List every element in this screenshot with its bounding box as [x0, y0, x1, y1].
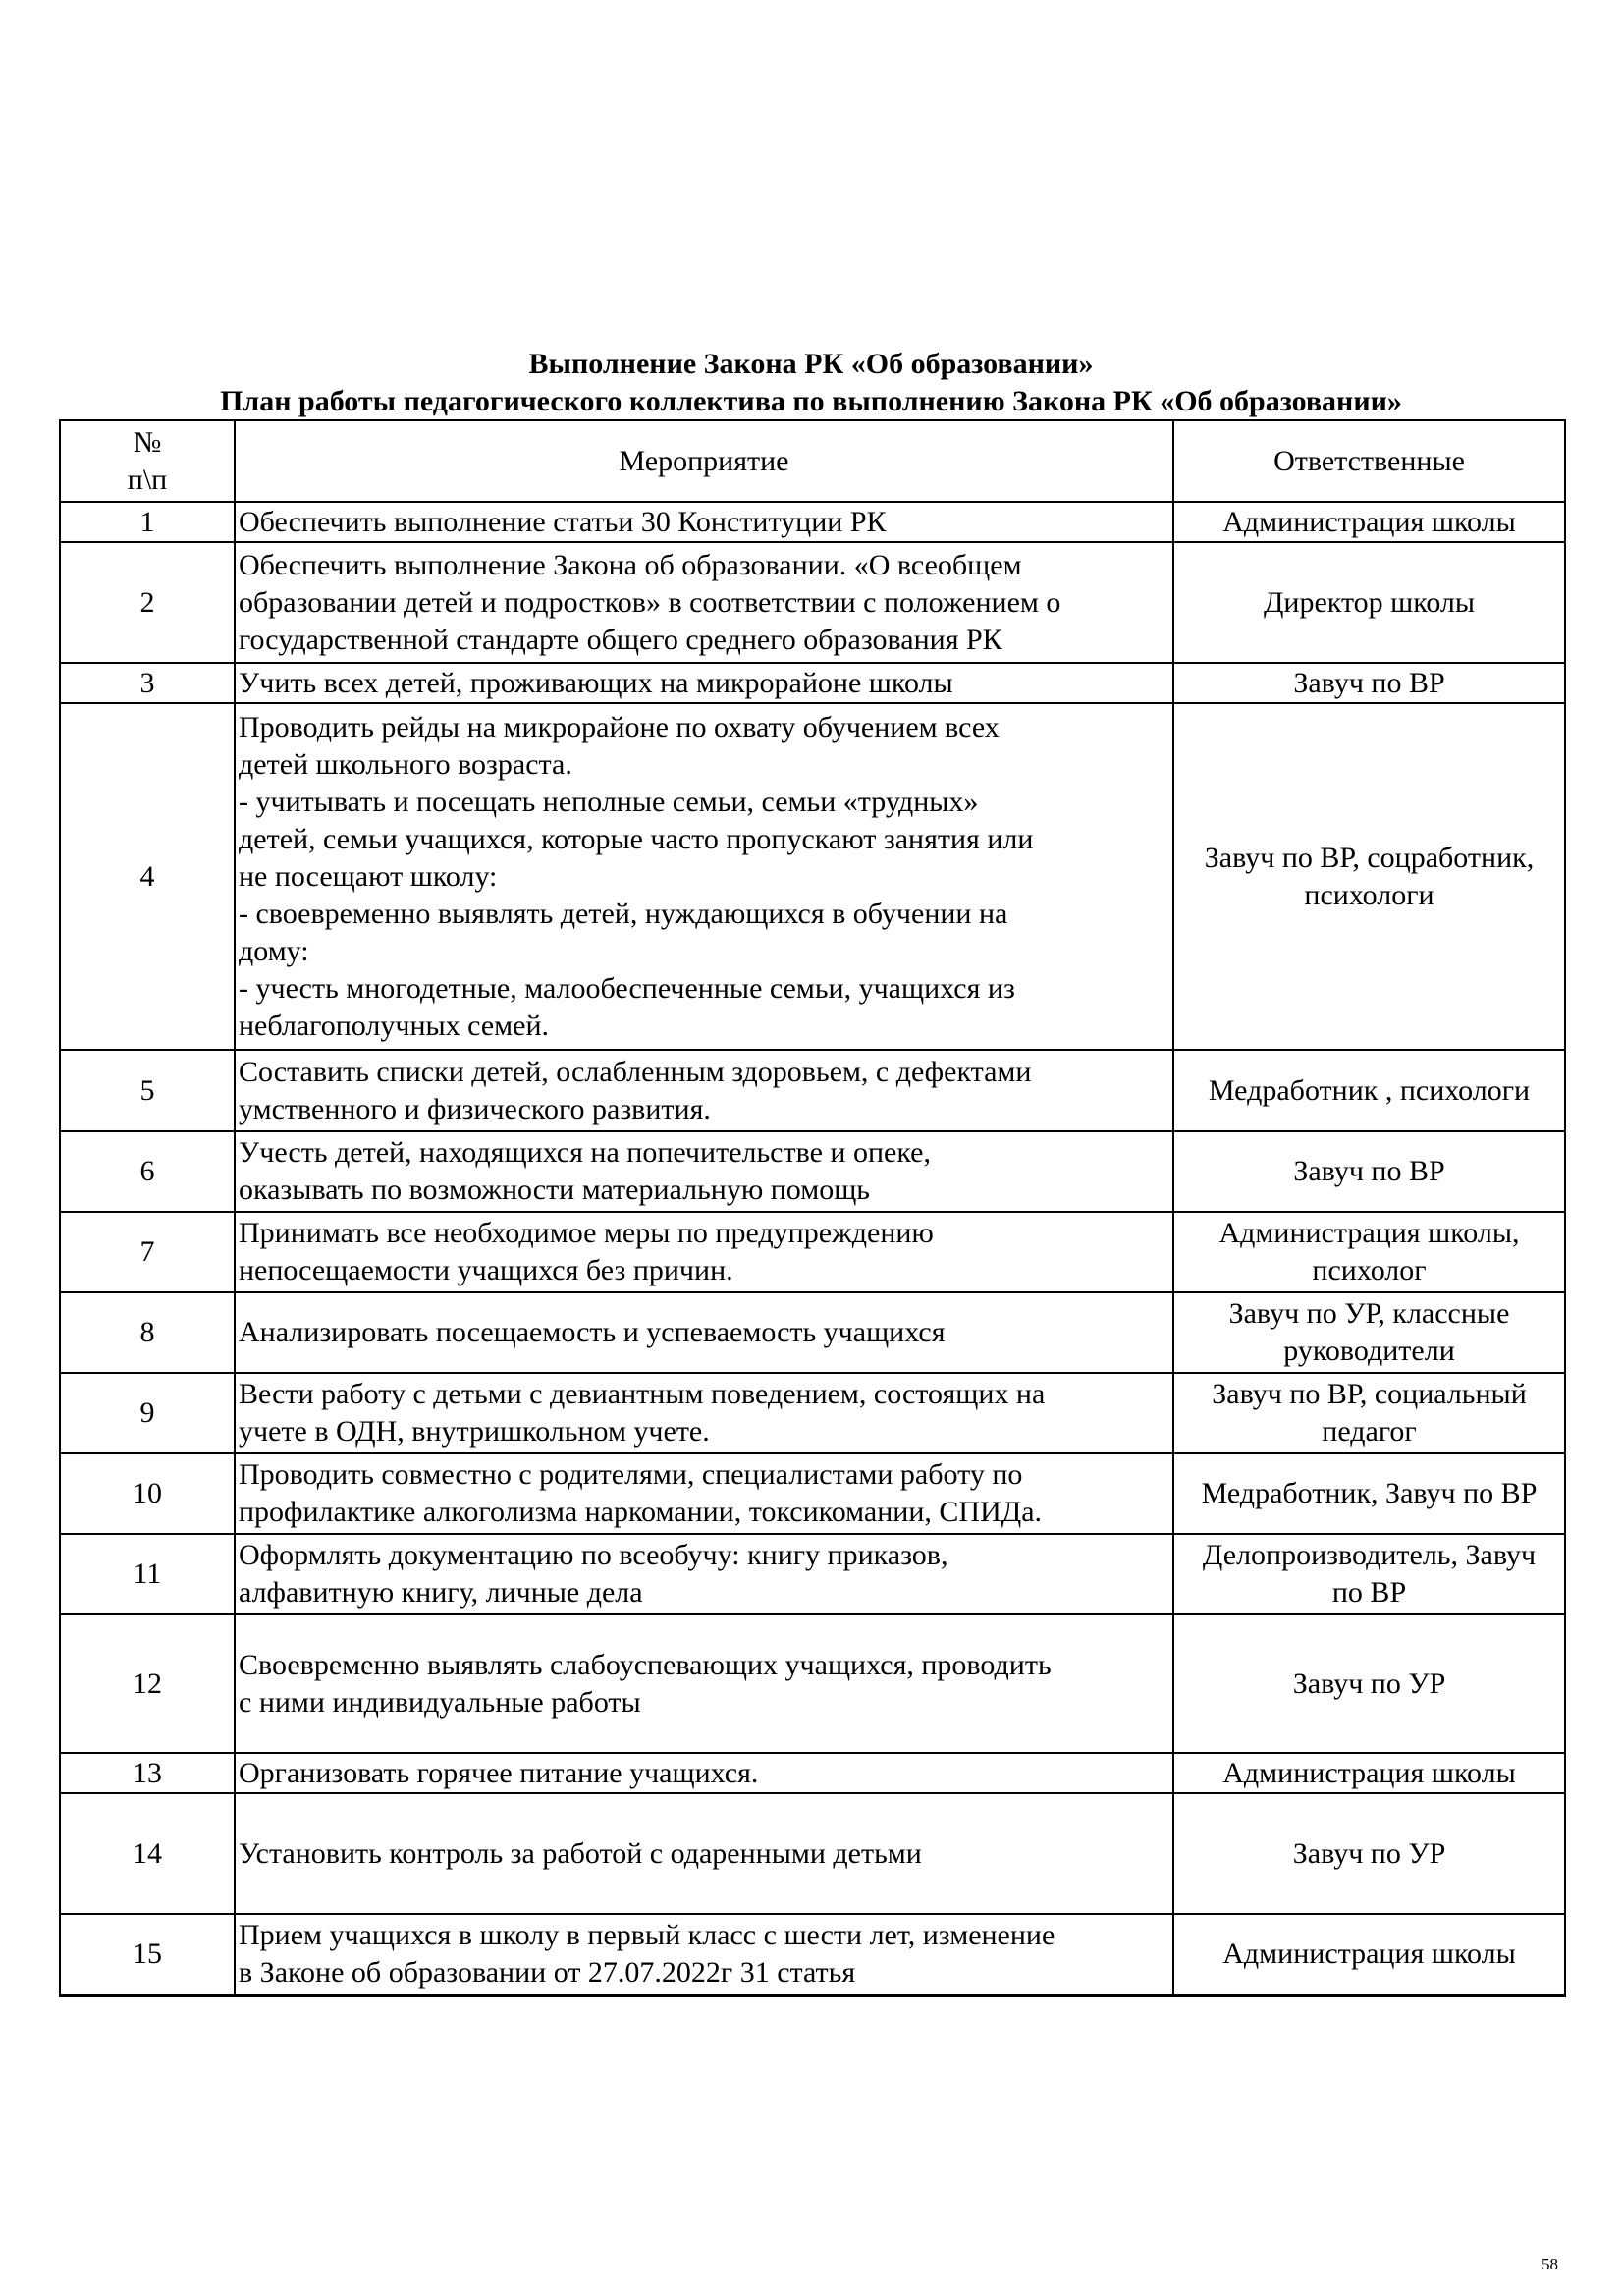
- responsible-line: Завуч по УР: [1292, 1667, 1446, 1700]
- header-num: [60, 420, 235, 502]
- row-event: [235, 542, 1173, 663]
- row-number: 5: [60, 1050, 235, 1131]
- event-line: Проводить рейды на микрорайоне по охвату обучением всех: [239, 710, 1000, 743]
- event-line: умственного и физического развития.: [239, 1092, 711, 1125]
- event-line: Оформлять документацию по всеобучу: книгу приказов,: [239, 1539, 948, 1571]
- table-row: [60, 703, 1565, 1050]
- event-line: в Законе об образовании от 27.07.2022г 31 статья: [239, 1956, 856, 1989]
- row-event: [235, 1373, 1173, 1453]
- row-number: 2: [60, 542, 235, 663]
- event-line: учете в ОДН, внутришкольном учете.: [239, 1415, 710, 1448]
- event-line: Своевременно выявлять слабоуспевающих учащихся, проводить: [239, 1648, 1052, 1681]
- row-event: [235, 1614, 1173, 1753]
- table-row: [60, 663, 1565, 703]
- row-event: [235, 1292, 1173, 1373]
- row-responsible: [1173, 1131, 1565, 1212]
- event-line: Прием учащихся в школу в первый класс с шести лет, изменение: [239, 1919, 1055, 1951]
- row-event: [235, 502, 1173, 542]
- table-header-row: [60, 420, 1565, 502]
- table-row: [60, 1753, 1565, 1793]
- table-row: [60, 1793, 1565, 1914]
- responsible-line: Завуч по ВР: [1293, 1155, 1445, 1187]
- row-event: [235, 703, 1173, 1050]
- event-line: алфавитную книгу, личные дела: [239, 1576, 643, 1609]
- table-row: [60, 1373, 1565, 1453]
- responsible-line: психологи: [1304, 878, 1434, 911]
- responsible-line: Медработник, Завуч по ВР: [1201, 1477, 1538, 1509]
- event-line: - своевременно выявлять детей, нуждающихся в обучении на: [239, 897, 1008, 930]
- event-line: Вести работу с детьми с девиантным поведением, состоящих на: [239, 1378, 1046, 1410]
- event-line: Принимать все необходимое меры по предупреждению: [239, 1217, 934, 1249]
- document-header: [59, 346, 1563, 420]
- event-line: профилактике алкоголизма наркомании, токсикомании, СПИДа.: [239, 1496, 1043, 1528]
- row-responsible: [1173, 663, 1565, 703]
- table-row: [60, 1534, 1565, 1614]
- responsible-line: Завуч по ВР, социальный: [1212, 1378, 1527, 1410]
- row-responsible: [1173, 1050, 1565, 1131]
- row-number: 1: [60, 502, 235, 542]
- event-line: Обеспечить выполнение статьи 30 Конституции РК: [239, 505, 887, 538]
- event-line: неблагополучных семей.: [239, 1009, 550, 1042]
- responsible-line: Завуч по ВР: [1293, 666, 1445, 699]
- responsible-line: Администрация школы: [1222, 1756, 1516, 1789]
- plan-table-body: [60, 420, 1565, 1995]
- document-title: Выполнение Закона РК «Об образовании»: [528, 348, 1094, 380]
- row-number: 7: [60, 1212, 235, 1292]
- table-row: [60, 1131, 1565, 1212]
- row-responsible: [1173, 1753, 1565, 1793]
- event-line: с ними индивидуальные работы: [239, 1685, 641, 1719]
- event-line: Анализировать посещаемость и успеваемость учащихся: [239, 1316, 946, 1348]
- event-line: детей, семьи учащихся, которые часто пропускают занятия или: [239, 822, 1034, 855]
- responsible-line: Делопроизводитель, Завуч: [1202, 1539, 1537, 1571]
- row-responsible: [1173, 1212, 1565, 1292]
- header-num-line2: п\п: [127, 463, 168, 496]
- row-responsible: [1173, 1373, 1565, 1453]
- row-responsible: [1173, 1793, 1565, 1914]
- table-row: [60, 1614, 1565, 1753]
- row-number: 12: [60, 1614, 235, 1753]
- row-responsible: [1173, 1292, 1565, 1373]
- row-responsible: [1173, 1614, 1565, 1753]
- row-event: [235, 1453, 1173, 1534]
- responsible-line: по ВР: [1331, 1576, 1407, 1609]
- responsible-line: педагог: [1322, 1415, 1417, 1448]
- responsible-line: Администрация школы: [1222, 505, 1516, 538]
- row-number: 9: [60, 1373, 235, 1453]
- plan-table: [59, 419, 1566, 1997]
- event-line: Обеспечить выполнение Закона об образовании. «О всеобщем: [239, 548, 1022, 581]
- row-number: 3: [60, 663, 235, 703]
- event-line: не посещают школу:: [239, 859, 498, 893]
- event-line: оказывать по возможности материальную помощь: [239, 1174, 870, 1206]
- row-responsible: [1173, 703, 1565, 1050]
- responsible-line: Завуч по ВР, соцработник,: [1204, 841, 1535, 874]
- table-row: [60, 502, 1565, 542]
- event-line: Учесть детей, находящихся на попечительстве и опеке,: [239, 1136, 931, 1169]
- row-responsible: [1173, 1914, 1565, 1995]
- row-event: [235, 663, 1173, 703]
- row-event: [235, 1793, 1173, 1914]
- row-number: 13: [60, 1753, 235, 1793]
- row-number: 8: [60, 1292, 235, 1373]
- event-line: - учесть многодетные, малообеспеченные семьи, учащихся из: [239, 971, 1015, 1005]
- row-event: [235, 1914, 1173, 1995]
- row-number: 6: [60, 1131, 235, 1212]
- row-number: 11: [60, 1534, 235, 1614]
- event-line: - учитывать и посещать неполные семьи, семьи «трудных»: [239, 785, 979, 818]
- row-responsible: [1173, 542, 1565, 663]
- table-row: [60, 542, 1565, 663]
- responsible-line: Администрация школы,: [1218, 1217, 1520, 1249]
- responsible-line: руководители: [1283, 1335, 1455, 1367]
- row-responsible: [1173, 1453, 1565, 1534]
- event-line: Проводить совместно с родителями, специалистами работу по: [239, 1458, 1023, 1491]
- row-number: 14: [60, 1793, 235, 1914]
- event-line: Организовать горячее питание учащихся.: [239, 1756, 759, 1789]
- row-number: 4: [60, 703, 235, 1050]
- row-responsible: [1173, 1534, 1565, 1614]
- row-event: [235, 1753, 1173, 1793]
- header-responsible: Ответственные: [1173, 420, 1565, 502]
- header-event: Мероприятие: [235, 420, 1173, 502]
- row-responsible: [1173, 502, 1565, 542]
- event-line: государственной стандарте общего среднего образования РК: [239, 623, 1002, 656]
- row-event: [235, 1212, 1173, 1292]
- responsible-line: Администрация школы: [1222, 1938, 1516, 1970]
- table-row: [60, 1212, 1565, 1292]
- event-line: Составить списки детей, ослабленным здоровьем, с дефектами: [239, 1055, 1032, 1088]
- row-event: [235, 1534, 1173, 1614]
- row-event: [235, 1050, 1173, 1131]
- header-num-line1: №: [133, 425, 162, 459]
- row-number: 10: [60, 1453, 235, 1534]
- table-row: [60, 1453, 1565, 1534]
- event-line: дому:: [239, 934, 309, 967]
- table-row: [60, 1292, 1565, 1373]
- responsible-line: Медработник , психологи: [1208, 1073, 1531, 1107]
- event-line: детей школьного возраста.: [239, 747, 572, 781]
- responsible-line: психолог: [1312, 1254, 1427, 1286]
- row-number: 15: [60, 1914, 235, 1995]
- responsible-line: Завуч по УР, классные: [1228, 1297, 1510, 1330]
- event-line: Учить всех детей, проживающих на микрорайоне школы: [239, 666, 953, 699]
- responsible-line: Завуч по УР: [1292, 1836, 1446, 1870]
- responsible-line: Директор школы: [1263, 585, 1476, 619]
- row-event: [235, 1131, 1173, 1212]
- event-line: Установить контроль за работой с одаренными детьми: [239, 1836, 922, 1870]
- table-row: [60, 1050, 1565, 1131]
- table-row: [60, 1914, 1565, 1995]
- page-number: 58: [1542, 2255, 1558, 2273]
- event-line: непосещаемости учащихся без причин.: [239, 1254, 733, 1286]
- document-subtitle: План работы педагогического коллектива по выполнению Закона РК «Об образовании»: [220, 385, 1402, 417]
- event-line: образовании детей и подростков» в соответствии с положением о: [239, 585, 1061, 619]
